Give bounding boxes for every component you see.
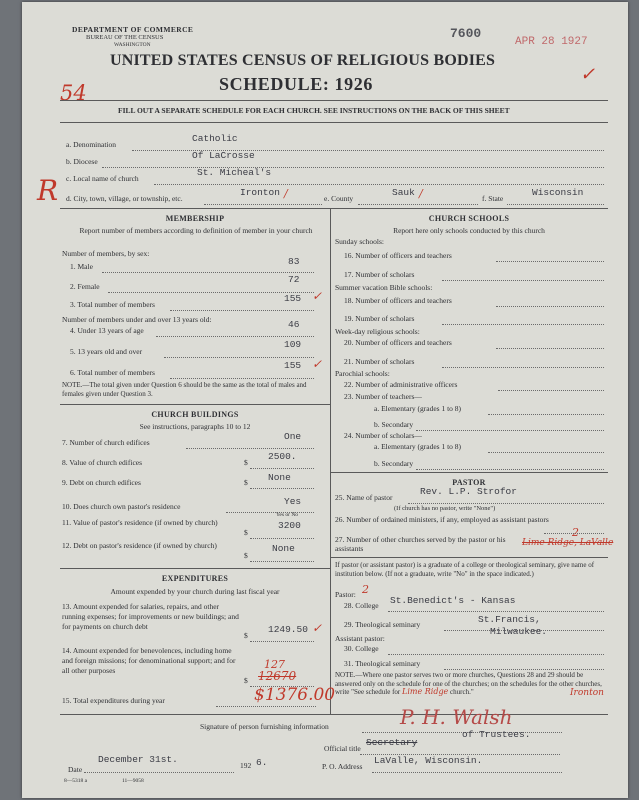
handwritten-r-mark: R <box>37 174 59 207</box>
q4-label: 4. Under 13 years of age <box>70 326 144 335</box>
q10-label: 10. Does church own pastor's residence <box>62 502 181 511</box>
q23a-label: a. Elementary (grades 1 to 8) <box>374 404 462 413</box>
check-mark-icon: ✓ <box>312 289 323 303</box>
q19-label: 19. Number of scholars <box>344 314 415 323</box>
check-mark-icon: ✓ <box>312 621 323 635</box>
state-line <box>507 204 604 205</box>
city-value: Ironton <box>240 187 280 198</box>
q31-label: 31. Theological seminary <box>344 659 421 668</box>
check-mark-icon: ✓ <box>312 357 323 371</box>
schedule-title: SCHEDULE: 1926 <box>219 74 373 94</box>
pastor-mark: 2 <box>362 583 369 596</box>
q9-label: 9. Debt on church edifices <box>62 478 141 487</box>
q1-value: 83 <box>288 256 300 267</box>
divider <box>330 557 608 558</box>
q18-label: 18. Number of officers and teachers <box>344 296 452 305</box>
q14-corrected-value: 127 <box>264 658 285 671</box>
q27-label: 27. Number of other churches served by the pastor or his assistants <box>335 535 506 553</box>
q28-value: St.Benedict's - Kansas <box>390 595 516 606</box>
local-name-label: c. Local name of church <box>66 174 139 183</box>
membership-heading: MEMBERSHIP <box>165 214 225 223</box>
form-title: UNITED STATES CENSUS OF RELIGIOUS BODIES <box>110 52 496 69</box>
q29-value-line2: Milwaukee. <box>490 626 548 637</box>
assistant-label: Assistant pastor: <box>335 634 385 643</box>
q6-label: 6. Total number of members <box>70 368 155 377</box>
city-field-label: d. City, town, village, or township, etc. <box>66 194 183 203</box>
q1-label: 1. Male <box>70 262 93 271</box>
q13-value: 1249.50 <box>268 624 308 635</box>
q9-value: None <box>268 472 291 483</box>
diocese-line <box>102 167 604 168</box>
signature: P. H. Walsh <box>400 705 513 729</box>
q20-label: 20. Number of officers and teachers <box>344 338 452 347</box>
q7-label: 7. Number of church edifices <box>62 438 150 447</box>
diocese-label: b. Diocese <box>66 157 98 166</box>
check-mark-icon: ✓ <box>580 64 596 85</box>
city-label: WASHINGTON <box>114 42 151 48</box>
q30-label: 30. College <box>344 644 379 653</box>
date-label: Date <box>68 765 83 774</box>
divider <box>60 100 608 101</box>
q12-label: 12. Debt on pastor's residence (if owned by church) <box>62 541 217 550</box>
local-name-value: St. Micheal's <box>197 167 272 178</box>
received-stamp: APR 28 1927 <box>515 36 588 48</box>
city-line <box>204 204 322 205</box>
diocese-value: Of LaCrosse <box>192 150 255 161</box>
membership-subtitle: Report number of members according to definition of member in your church <box>79 226 313 235</box>
q10-value: Yes <box>284 496 302 507</box>
state-value: Wisconsin <box>532 187 584 198</box>
q8-label: 8. Value of church edifices <box>62 458 143 467</box>
county-value: Sauk <box>392 187 415 198</box>
department-label: DEPARTMENT OF COMMERCE <box>72 25 194 34</box>
print-number: 11—9058 <box>122 778 144 784</box>
q6-value: 155 <box>284 360 302 371</box>
expenditures-subtitle: Amount expended by your church during last fiscal year <box>110 587 280 596</box>
summer-heading: Summer vacation Bible schools: <box>335 283 433 292</box>
pastor-note: NOTE.—Where one pastor serves two or more churches, Questions 28 and 29 should be answered only on the schedule for one of the churches; on the schedules for the other churches, write "See schedule for Lime Ridge church." <box>335 671 602 696</box>
q11-value: 3200 <box>278 520 301 531</box>
q17-label: 17. Number of scholars <box>344 270 415 279</box>
pastor-heading: PASTOR <box>452 478 486 487</box>
divider <box>60 208 608 209</box>
q28-label: 28. College <box>344 601 379 610</box>
q2-value: 72 <box>288 274 300 285</box>
q24b-label: b. Secondary <box>374 459 414 468</box>
q11-label: 11. Value of pastor's residence (if owned by church) <box>62 518 218 527</box>
q8-value: 2500. <box>268 451 297 462</box>
form-number: 8—5318 a <box>64 778 88 784</box>
denomination-value: Catholic <box>192 133 238 144</box>
county-label: e. County <box>324 194 354 203</box>
q23-label: 23. Number of teachers— <box>344 392 422 401</box>
q29-label: 29. Theological seminary <box>344 620 421 629</box>
q25-value: Rev. L.P. Strofor <box>420 486 517 497</box>
sunday-heading: Sunday schools: <box>335 237 384 246</box>
denomination-label: a. Denomination <box>66 140 116 149</box>
county-line <box>358 204 478 205</box>
weekday-heading: Week-day religious schools: <box>335 327 420 336</box>
q26-label: 26. Number of ordained ministers, if any, employed as assistant pastors <box>335 515 549 524</box>
q14-struck-value: 12670 <box>258 669 297 683</box>
year-prefix: 192 <box>240 761 252 770</box>
po-address-value: LaValle, Wisconsin. <box>374 755 483 766</box>
official-title-struck: Secretary <box>366 737 418 748</box>
by-sex-label: Number of members, by sex: <box>62 249 150 258</box>
q2-label: 2. Female <box>70 282 100 291</box>
pastor-note-annotation: Ironton <box>570 688 604 698</box>
q21-label: 21. Number of scholars <box>344 357 415 366</box>
divider <box>60 404 330 405</box>
bureau-label: BUREAU OF THE CENSUS <box>86 34 164 41</box>
divider <box>60 568 330 569</box>
po-address-label: P. O. Address <box>322 762 363 771</box>
parochial-heading: Parochial schools: <box>335 369 390 378</box>
column-divider <box>330 208 331 714</box>
membership-note: NOTE.—The total given under Question 6 should be the same as the total of males and females given under Question 3. <box>62 381 307 398</box>
q4-value: 46 <box>288 319 300 330</box>
q29-value-line1: St.Francis, <box>478 614 541 625</box>
divider <box>60 714 608 715</box>
q12-value: None <box>272 543 295 554</box>
q3-value: 155 <box>284 293 302 304</box>
census-schedule-sheet: DEPARTMENT OF COMMERCE BUREAU OF THE CENSUS WASHINGTON 7600 APR 28 1927 ✓ 54 UNITED STATES CENSUS OF RELIGIOUS BODIES SCHEDULE: 1926 FILL OUT A SEPARATE SCHEDULE FOR EACH CHURCH. SEE INSTRUCTIONS ON THE BACK OF THIS SHEET a. Denomination Catholic b. Diocese Of LaCrosse c. Local name of church St. Micheal's R d. City, town, village, or township, etc. Ironton / e. County Sauk / f. State Wisconsin MEMBERSHIP Report number of members according to definition of member in your church Number of members, by sex: 1. Male 83 2. Female 72 3. Total number of members 155 ✓ Number of members under and over 13 years old: 4. Under 13 years of age 46 5. 13 years old and over 109 6. Total number of members 155 ✓ NOTE.—The total given under Question 6 should be the same as the total of males and females given under Question 3. CHURCH BUILDINGS See instructions, paragraphs 10 to 12 7. Number of church edifices One 8. Value of church edifices $ 2500. 9. Debt on church edifices $ None 10. Does church own pastor's residence Yes Yes or No 11. Value of pastor's residence (if owned by church) $ 3200 12. Debt on pastor's residence (if owned by church) $ None EXPENDITURES Amount expended by your church during last fiscal year 13. Amount expended for salaries, repairs, and other running expenses; for improvements or new buildings; and for payments on church debt $ 1249.50 ✓ 14. Amount expended for benevolences, including home and foreign missions; for denominational support; and for all other purposes $ 127 12670 15. Total expenditures during year $1376.00 CHURCH SCHOOLS Report here only schools conducted by this church Sunday schools: 16. Number of officers and teachers 17. Number of scholars Summer vacation Bible schools: 18. Number of officers and teachers 19. Number of scholars Week-day religious schools: 20. Number of officers and teachers 21. Number of scholars Parochial schools: 22. Number of administrative officers 23. Number of teachers— a. Elementary (grades 1 to 8) b. Secondary 24. Number of scholars— a. Elementary (grades 1 to 8) b. Secondary PASTOR 25. Name of pastor Rev. L.P. Strofor (If church has no pastor, write "None") 26. Number of ordained ministers, if any, employed as assistant pastors 27. Number of other churches served by the pastor or his assistants 2 Lime Ridge, LaValle If pastor (or assistant pastor) is a graduate of a college or theological seminary, give name of institution below. (If not a graduate, write "No" in the space indicated.) Pastor: 2 28. College St.Benedict's - Kansas 29. Theological seminary St.Francis, Milwaukee. Assistant pastor: 30. College 31. Theological seminary NOTE.—Where one pastor serves two or more churches, Questions 28 and 29 should be answered only on the schedule for one of the churches; on the schedules for the other churches, write "See schedule for Lime Ridge church." Ironton Signature of person furnishing information P. H. Walsh Official title Secretary of Trustees. Date December 31st. 192 6. P. O. Address LaValle, Wisconsin. 8—5318 a 11—9058 <box>22 2 628 798</box>
buildings-heading: CHURCH BUILDINGS <box>151 410 239 419</box>
q7-value: One <box>284 431 302 442</box>
local-name-line <box>154 184 604 185</box>
q15-label: 15. Total expenditures during year <box>62 696 165 705</box>
yes-no-hint: Yes or No <box>276 512 299 518</box>
schools-heading: CHURCH SCHOOLS <box>428 214 510 223</box>
signature-label: Signature of person furnishing information <box>200 722 329 731</box>
q5-label: 5. 13 years old and over <box>70 347 143 356</box>
serial-number: 7600 <box>450 26 482 41</box>
q16-label: 16. Number of officers and teachers <box>344 251 452 260</box>
date-value: December 31st. <box>98 754 178 765</box>
q24a-label: a. Elementary (grades 1 to 8) <box>374 442 462 451</box>
q15-value: $1376.00 <box>254 685 336 705</box>
q23b-label: b. Secondary <box>374 420 414 429</box>
divider <box>330 472 608 473</box>
pastor-label: Pastor: <box>335 590 356 599</box>
handwritten-number: 54 <box>60 81 87 105</box>
q27-struck-text: Lime Ridge, LaValle <box>522 538 614 548</box>
q22-label: 22. Number of administrative officers <box>344 380 458 389</box>
q5-value: 109 <box>284 339 302 350</box>
check-mark-icon: / <box>284 187 288 200</box>
q14-label: 14. Amount expended for benevolences, including home and foreign missions; for denominational support; and for all other purposes <box>62 646 236 675</box>
graduate-note: If pastor (or assistant pastor) is a graduate of a college or theological seminary, give name of institution below. (If not a graduate, write "No" in the space indicated.) <box>335 561 595 578</box>
check-mark-icon: / <box>419 187 423 200</box>
expenditures-heading: EXPENDITURES <box>161 574 229 583</box>
year-value: 6. <box>256 757 268 768</box>
age-heading: Number of members under and over 13 years old: <box>62 315 212 324</box>
q25-label: 25. Name of pastor <box>335 493 393 502</box>
q27-value: 2 <box>572 526 579 539</box>
buildings-subtitle: See instructions, paragraphs 10 to 12 <box>139 422 251 431</box>
official-title-value: of Trustees. <box>462 729 531 740</box>
q24-label: 24. Number of scholars— <box>344 431 422 440</box>
divider <box>60 122 608 123</box>
official-title-label: Official title <box>324 744 361 753</box>
q3-label: 3. Total number of members <box>70 300 155 309</box>
instruction-line: FILL OUT A SEPARATE SCHEDULE FOR EACH CHURCH. SEE INSTRUCTIONS ON THE BACK OF THIS SHEET <box>118 106 510 115</box>
q25-note: (If church has no pastor, write "None") <box>394 505 496 512</box>
state-label: f. State <box>482 194 504 203</box>
q13-label: 13. Amount expended for salaries, repairs, and other running expenses; for improvements or new buildings; and for payments on church debt <box>62 602 239 631</box>
schools-subtitle: Report here only schools conducted by this church <box>393 226 545 235</box>
